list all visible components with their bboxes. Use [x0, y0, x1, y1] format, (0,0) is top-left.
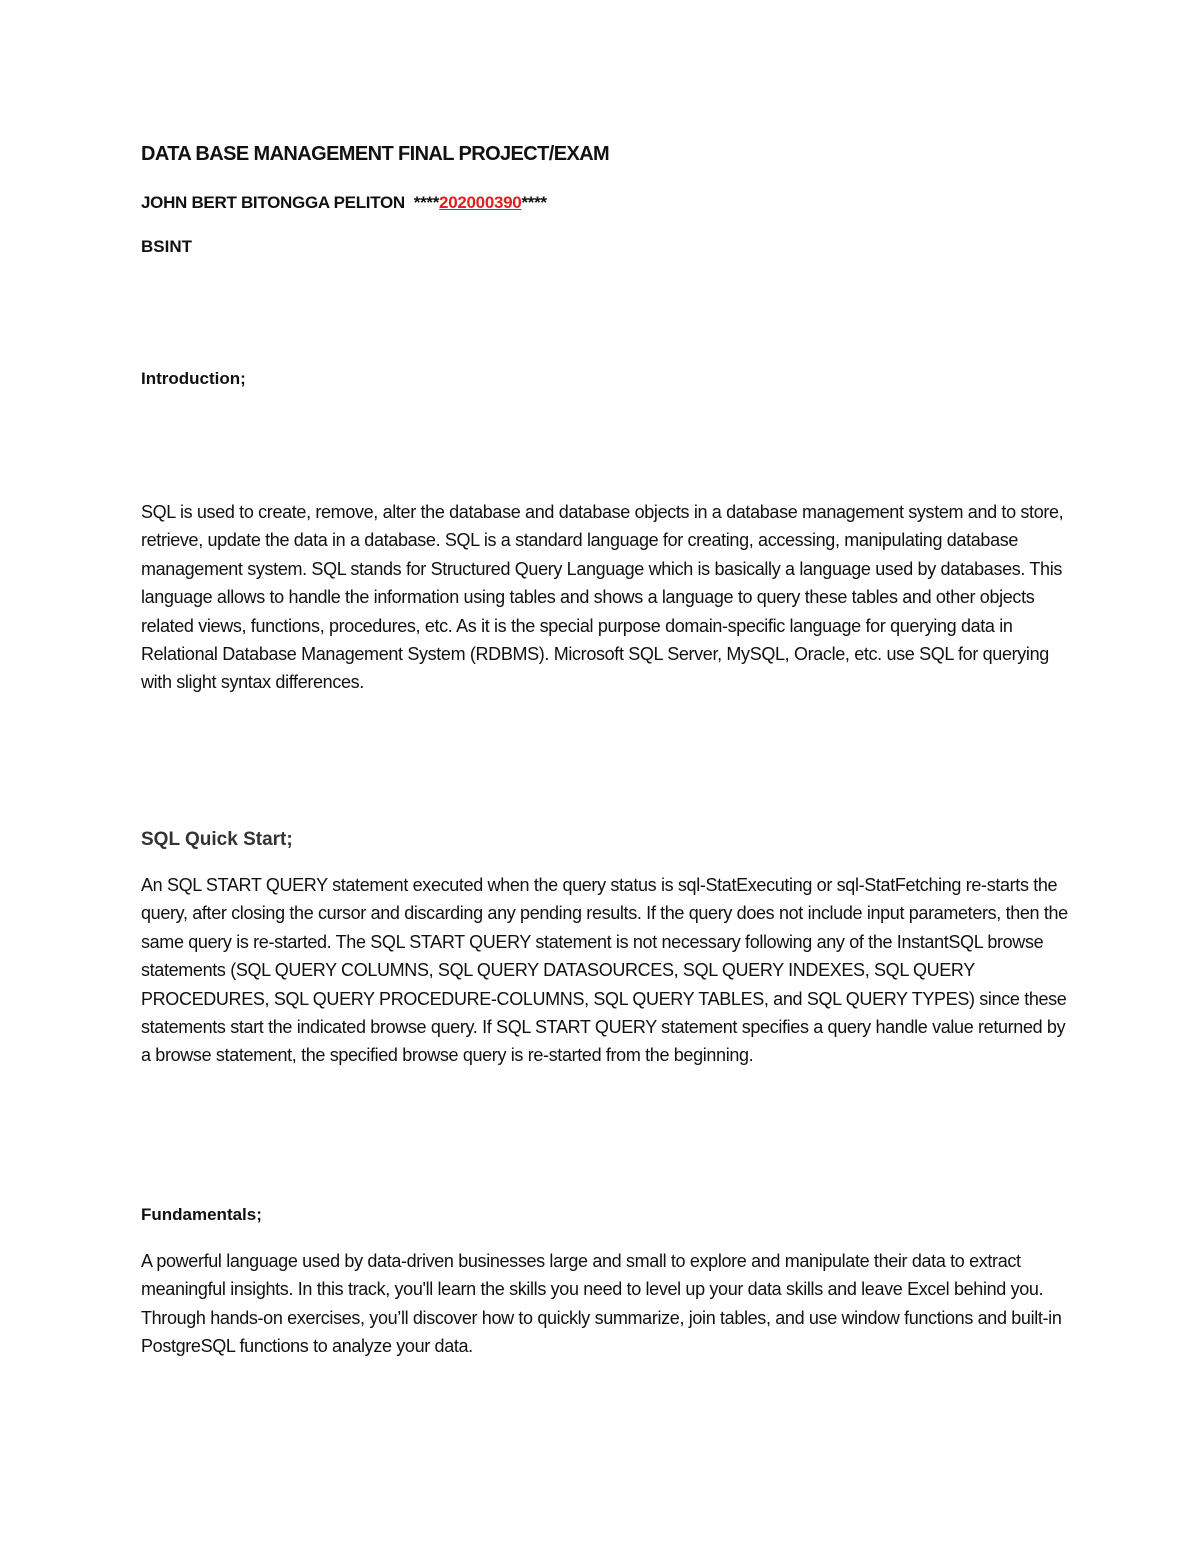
section-heading-fundamentals: Fundamentals;	[141, 1205, 262, 1224]
section-body-sql-quick-start: An SQL START QUERY statement executed when the query status is sql-StatExecuting or sql-StatFetching re-starts the query, after closing the cursor and discarding any pending results. If the query does not include input parameters, then the same query is re-started. The SQL START QUERY statement is not necessary following any of the InstantSQL browse statements (SQL QUERY COLUMNS, SQL QUERY DATASOURCES, SQL QUERY INDEXES, SQL QUERY PROCEDURES, SQL QUERY PROCEDURE-COLUMNS, SQL QUERY TABLES, and SQL QUERY TYPES) since these statements start the indicated browse query. If SQL START QUERY statement specifies a query handle value returned by a browse statement, the specified browse query is re-started from the beginning.	[141, 875, 1068, 1066]
author-line	[141, 193, 1071, 213]
id-suffix: ****	[521, 193, 547, 212]
section-body-fundamentals: A powerful language used by data-driven businesses large and small to explore and manipulate their data to extract meaningful insights. In this track, you'll learn the skills you need to level up your data skills and leave Excel behind you. Through hands-on exercises, you’ll discover how to quickly summarize, join tables, and use window functions and built-in PostgreSQL functions to analyze your data.	[141, 1251, 1062, 1357]
document-title: DATA BASE MANAGEMENT FINAL PROJECT/EXAM	[141, 143, 610, 165]
section-heading-introduction: Introduction;	[141, 369, 246, 388]
id-prefix: ****	[413, 193, 440, 212]
section-body-introduction: SQL is used to create, remove, alter the database and database objects in a database management system and to store, retrieve, update the data in a database. SQL is a standard language for creating, accessing, manipulating database management system. SQL stands for Structured Query Language which is basically a language used by databases. This language allows to handle the information using tables and shows a language to query these tables and other objects related views, functions, procedures, etc. As it is the special purpose domain-specific language for querying data in Relational Database Management System (RDBMS). Microsoft SQL Server, MySQL, Oracle, etc. use SQL for querying with slight syntax differences.	[141, 502, 1064, 693]
author-name: JOHN BERT BITONGGA PELITON	[141, 193, 405, 212]
program-label: BSINT	[141, 237, 192, 256]
student-id: 202000390	[439, 193, 522, 212]
section-heading-sql-quick-start: SQL Quick Start;	[141, 829, 293, 850]
